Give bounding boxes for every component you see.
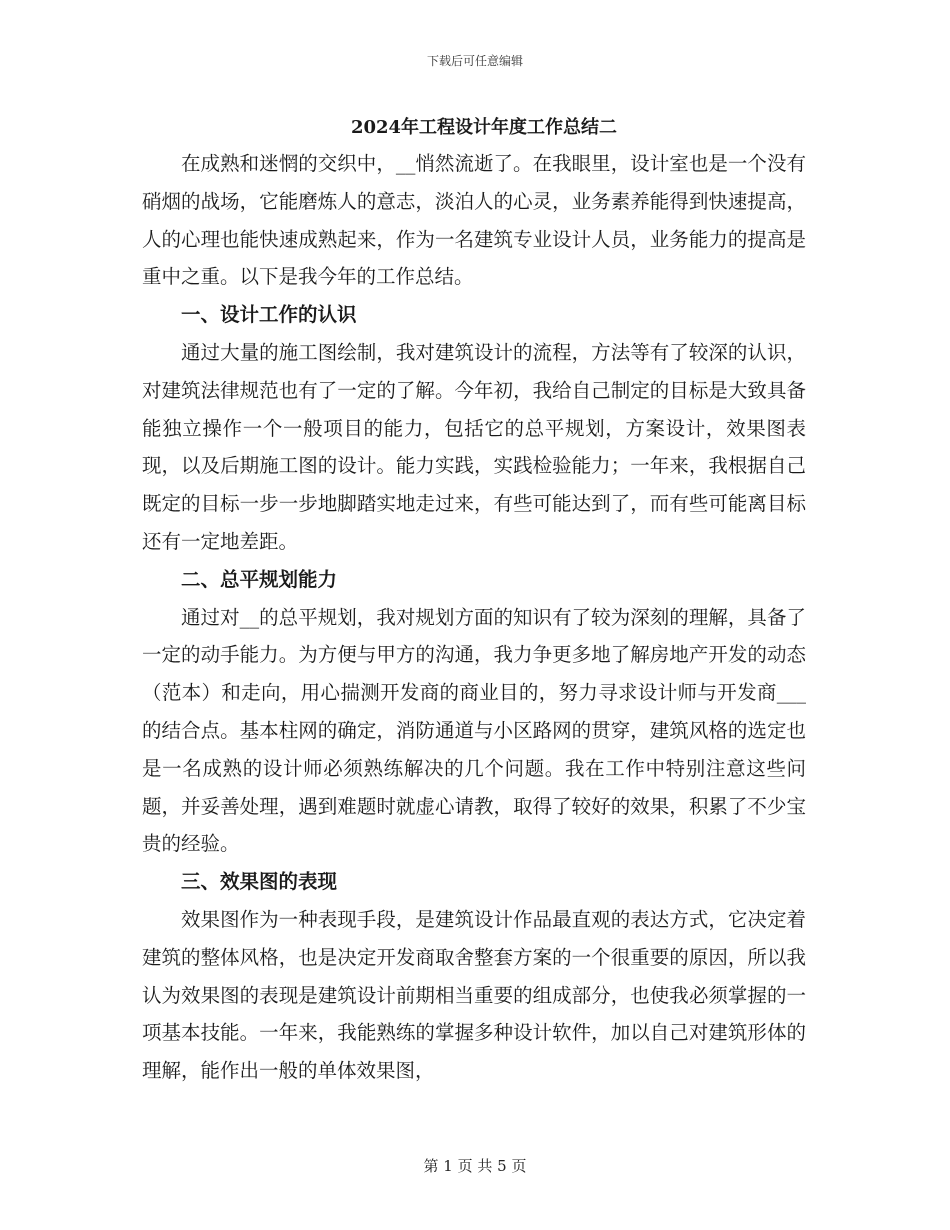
section-body-master-planning: 通过对__的总平规划，我对规划方面的知识有了较为深刻的理解，具备了一定的动手能力。为方便与甲方的沟通，我力争更多地了解房地产开发的动态（范本）和走向，用心揣测开发商的商业目的，努力寻求设计师与开发商___的结合点。基本柱网的确定，消防通道与小区路网的贯穿，建筑风格的选定也是一名成熟的设计师必须熟练解决的几个问题。我在工作中特别注意这些问题，并妥善处理，遇到难题时就虚心请教，取得了较好的效果，积累了不少宝贵的经验。 xyxy=(142,605,806,856)
section-heading-master-planning: 二、总平规划能力 xyxy=(181,567,338,591)
section-body-design-work: 通过大量的施工图绘制，我对建筑设计的流程，方法等有了较深的认识，对建筑法律规范也有了一定的了解。今年初，我给自己制定的目标是大致具备能独立操作一个一般项目的能力，包括它的总平规划，方案设计，效果图表现，以及后期施工图的设计。能力实践，实践检验能力；一年来，我根据自己既定的目标一步一步地脚踏实地走过来，有些可能达到了，而有些可能离目标还有一定地差距。 xyxy=(142,340,806,553)
intro-paragraph: 在成熟和迷惘的交织中，__悄然流逝了。在我眼里，设计室也是一个没有硝烟的战场，它能磨炼人的意志，淡泊人的心灵，业务素养能得到快速提高，人的心理也能快速成熟起来，作为一名建筑专业设计人员，业务能力的提高是重中之重。以下是我今年的工作总结。 xyxy=(142,152,806,289)
document-body xyxy=(142,113,806,1090)
section-heading-rendering: 三、效果图的表现 xyxy=(181,870,338,894)
section-body-rendering: 效果图作为一种表现手段，是建筑设计作品最直观的表达方式，它决定着建筑的整体风格，也是决定开发商取舍整套方案的一个很重要的原因，所以我认为效果图的表现是建筑设计前期相当重要的组成部分，也使我必须掌握的一项基本技能。一年来，我能熟练的掌握多种设计软件，加以自己对建筑形体的理解，能作出一般的单体效果图， xyxy=(142,907,806,1083)
page-header-note: 下载后可任意编辑 xyxy=(426,54,523,68)
document-title: 2024年工程设计年度工作总结二 xyxy=(350,117,618,138)
section-heading-design-work: 一、设计工作的认识 xyxy=(181,303,357,327)
page-number: 第 1 页 共 5 页 xyxy=(423,1157,527,1175)
